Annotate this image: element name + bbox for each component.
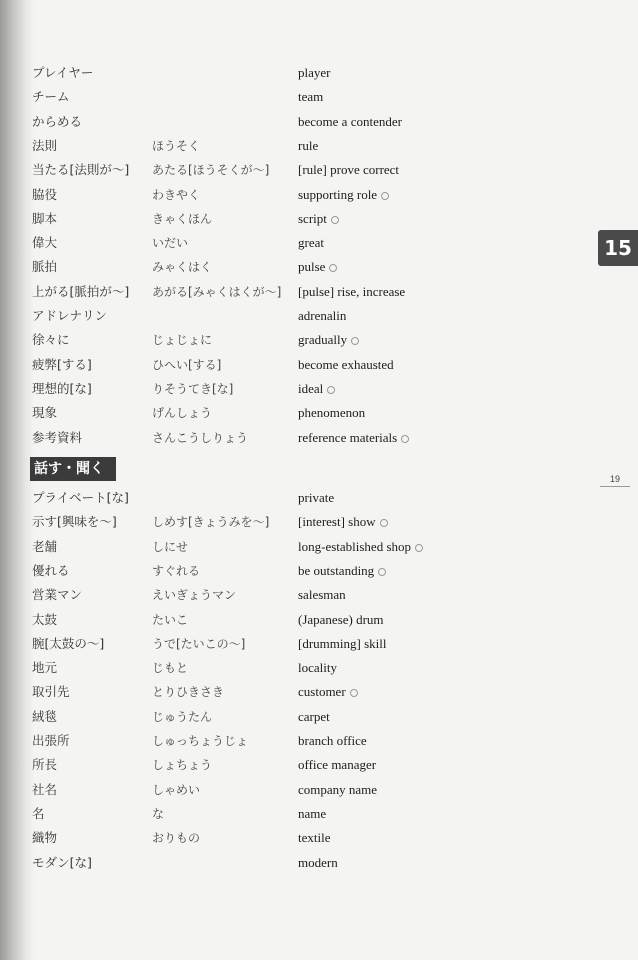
vocab-row	[0, 781, 600, 805]
vocab-translation	[298, 258, 337, 276]
vocab-translation	[298, 635, 386, 653]
vocab-translation	[298, 854, 338, 872]
vocab-translation	[298, 805, 326, 823]
vocab-translation	[298, 161, 399, 179]
vocab-translation	[298, 64, 330, 82]
vocab-translation-text: rule	[298, 137, 319, 153]
vocab-translation-text: script	[298, 210, 327, 226]
vocab-row	[0, 380, 600, 404]
vocab-row	[0, 854, 600, 878]
vocab-translation-text: textile	[298, 830, 331, 846]
vocab-reading: いだい	[152, 236, 189, 251]
vocab-word: 太鼓	[32, 611, 58, 627]
vocab-row	[0, 429, 600, 453]
vocab-word: 優れる	[32, 562, 70, 578]
vocab-word: 取引先	[32, 684, 70, 700]
vocab-translation-text: [pulse] rise, increase	[298, 283, 406, 299]
vocab-translation-text: company name	[298, 781, 378, 797]
audio-mark-icon	[350, 689, 358, 697]
vocab-word: 脈拍	[32, 259, 58, 275]
vocab-word: 現象	[32, 405, 58, 421]
vocab-row	[0, 683, 600, 707]
vocab-translation	[298, 659, 337, 677]
vocab-translation	[298, 781, 377, 799]
vocab-reading: しょちょう	[152, 758, 213, 773]
vocab-row	[0, 331, 600, 355]
vocab-word: 示す[興味を〜]	[32, 514, 117, 530]
vocab-translation	[298, 356, 394, 374]
vocab-word: 脚本	[32, 210, 58, 226]
vocab-reading: うで[たいこの〜]	[152, 636, 246, 651]
vocab-translation-text: become a contender	[298, 113, 402, 129]
vocab-translation	[298, 210, 339, 228]
vocab-translation-text: become exhausted	[298, 356, 394, 372]
vocab-word: 出張所	[32, 733, 70, 748]
vocab-row	[0, 234, 600, 258]
vocab-word: 疲弊[する]	[32, 356, 92, 372]
vocab-translation	[298, 307, 346, 325]
vocab-translation	[298, 756, 376, 774]
vocab-translation-text: branch office	[298, 733, 367, 748]
vocab-translation-text: salesman	[298, 587, 346, 603]
vocab-translation-text: great	[298, 235, 324, 251]
vocab-reading: みゃくはく	[152, 260, 213, 275]
vocab-row	[0, 404, 600, 428]
vocab-translation-text: [drumming] skill	[298, 635, 387, 651]
vocab-row	[0, 307, 600, 331]
vocab-translation-text: name	[298, 805, 327, 821]
vocab-word: 老舗	[32, 538, 58, 554]
vocab-word: 腕[太鼓の〜]	[32, 635, 105, 651]
vocab-translation-text: gradually	[298, 332, 348, 348]
vocab-reading: わきやく	[152, 187, 201, 202]
vocab-translation	[298, 611, 384, 629]
vocab-word: 織物	[32, 830, 58, 846]
vocab-translation-text: carpet	[298, 708, 330, 724]
vocab-reading: りそうてき[な]	[152, 381, 234, 396]
vocab-translation	[298, 732, 367, 750]
vocab-word: 社名	[32, 781, 58, 797]
vocab-translation	[298, 113, 402, 131]
vocab-word: 上がる[脈拍が〜]	[32, 283, 130, 299]
vocab-reading: きゃくほん	[152, 211, 213, 226]
vocab-row	[0, 210, 600, 234]
section-heading: 話す・聞く	[30, 457, 116, 481]
audio-mark-icon	[331, 216, 339, 224]
vocab-row	[0, 829, 600, 853]
vocab-row	[0, 88, 600, 112]
vocab-word: 当たる[法則が〜]	[32, 162, 130, 178]
vocab-reading: あたる[ほうそくが〜]	[152, 163, 270, 178]
vocab-reading: じもと	[152, 661, 189, 676]
vocab-translation-text: reference materials	[298, 429, 398, 445]
vocab-reading: あがる[みゃくはくが〜]	[152, 284, 282, 299]
vocab-row	[0, 283, 600, 307]
vocab-row	[0, 258, 600, 282]
vocab-translation	[298, 829, 331, 847]
vocab-row	[0, 161, 600, 185]
vocab-reading: たいこ	[152, 612, 189, 627]
vocab-translation-text: be outstanding	[298, 562, 375, 578]
vocab-row	[0, 586, 600, 610]
vocab-row	[0, 805, 600, 829]
vocab-word: プレイヤー	[32, 65, 94, 80]
vocab-reading: おりもの	[152, 831, 201, 846]
vocab-translation-text: (Japanese) drum	[298, 611, 384, 627]
vocab-translation-text: private	[298, 490, 335, 505]
vocab-reading: じゅうたん	[152, 709, 213, 724]
vocab-translation	[298, 88, 323, 106]
vocab-translation-text: adrenalin	[298, 308, 347, 323]
vocab-translation-text: phenomenon	[298, 405, 366, 421]
vocab-word: 偉大	[32, 235, 58, 251]
vocab-word: 法則	[32, 137, 58, 153]
vocab-word: 地元	[32, 660, 58, 676]
vocab-row	[0, 489, 600, 513]
vocab-word: 名	[32, 805, 45, 821]
vocab-row	[0, 64, 600, 88]
vocab-word: 脇役	[32, 186, 58, 202]
vocab-row	[0, 562, 600, 586]
vocab-translation	[298, 489, 334, 507]
vocab-translation-text: supporting role	[298, 186, 378, 202]
vocab-row	[0, 611, 600, 635]
vocab-translation	[298, 683, 358, 701]
vocab-translation-text: modern	[298, 854, 338, 870]
audio-mark-icon	[329, 264, 337, 272]
vocab-translation	[298, 137, 318, 155]
vocab-translation-text: ideal	[298, 380, 324, 396]
vocab-translation-text: pulse	[298, 259, 326, 275]
vocab-translation-text: office manager	[298, 757, 377, 773]
vocab-reading: な	[152, 806, 165, 821]
vocab-translation-text: locality	[298, 660, 337, 676]
audio-mark-icon	[378, 568, 386, 576]
vocab-translation-text: team	[298, 89, 324, 105]
vocab-translation	[298, 186, 389, 204]
vocab-translation	[298, 708, 330, 726]
vocab-word: プライベート[な]	[32, 490, 129, 505]
vocab-translation	[298, 283, 405, 301]
vocab-translation	[298, 538, 423, 556]
audio-mark-icon	[327, 386, 335, 394]
audio-mark-icon	[380, 519, 388, 527]
vocab-word: 徐々に	[32, 332, 70, 348]
vocab-row	[0, 356, 600, 380]
vocab-word: からめる	[32, 113, 83, 129]
vocab-reading: とりひきさき	[152, 685, 225, 700]
vocab-word: アドレナリン	[32, 308, 108, 323]
vocab-row	[0, 137, 600, 161]
vocab-reading: すぐれる	[152, 563, 201, 578]
audio-mark-icon	[381, 192, 389, 200]
vocab-word: 参考資料	[32, 429, 83, 445]
chapter-tab: 15	[598, 230, 638, 266]
vocab-row	[0, 186, 600, 210]
vocab-translation	[298, 234, 324, 252]
vocab-word: 所長	[32, 757, 58, 773]
vocab-translation	[298, 331, 359, 349]
vocab-translation	[298, 429, 409, 447]
vocab-row	[0, 538, 600, 562]
vocab-translation	[298, 562, 386, 580]
vocab-translation-text: long-established shop	[298, 538, 412, 554]
vocab-translation-text: player	[298, 65, 331, 80]
vocab-reading: しにせ	[152, 539, 189, 554]
vocab-row	[0, 708, 600, 732]
vocab-reading: しめす[きょうみを〜]	[152, 515, 270, 530]
vocab-word: 絨毯	[32, 708, 58, 724]
vocab-word: 営業マン	[32, 587, 83, 603]
vocab-reading: しゃめい	[152, 782, 201, 797]
vocab-row	[0, 732, 600, 756]
vocab-row	[0, 113, 600, 137]
vocab-translation-text: [rule] prove correct	[298, 162, 400, 178]
vocab-word: モダン[な]	[32, 854, 92, 870]
vocab-translation	[298, 380, 335, 398]
vocab-translation-text: customer	[298, 684, 346, 700]
vocab-translation-text: [interest] show	[298, 514, 376, 530]
vocab-translation	[298, 586, 346, 604]
vocab-reading: じょじょに	[152, 333, 213, 348]
page-number: 19	[600, 474, 630, 487]
vocab-translation	[298, 404, 365, 422]
vocab-reading: えいぎょうマン	[152, 588, 237, 603]
audio-mark-icon	[401, 435, 409, 443]
audio-mark-icon	[415, 544, 423, 552]
vocab-row	[0, 756, 600, 780]
vocab-reading: ほうそく	[152, 138, 201, 153]
vocab-word: チーム	[32, 89, 70, 105]
vocab-row	[0, 659, 600, 683]
vocab-row	[0, 513, 600, 537]
vocab-row	[0, 635, 600, 659]
vocab-reading: しゅっちょうじょ	[152, 734, 249, 748]
vocab-translation	[298, 513, 388, 531]
vocab-reading: さんこうしりょう	[152, 430, 249, 445]
audio-mark-icon	[351, 337, 359, 345]
vocab-reading: げんしょう	[152, 406, 213, 421]
vocab-word: 理想的[な]	[32, 380, 92, 396]
vocab-reading: ひへい[する]	[152, 357, 222, 372]
